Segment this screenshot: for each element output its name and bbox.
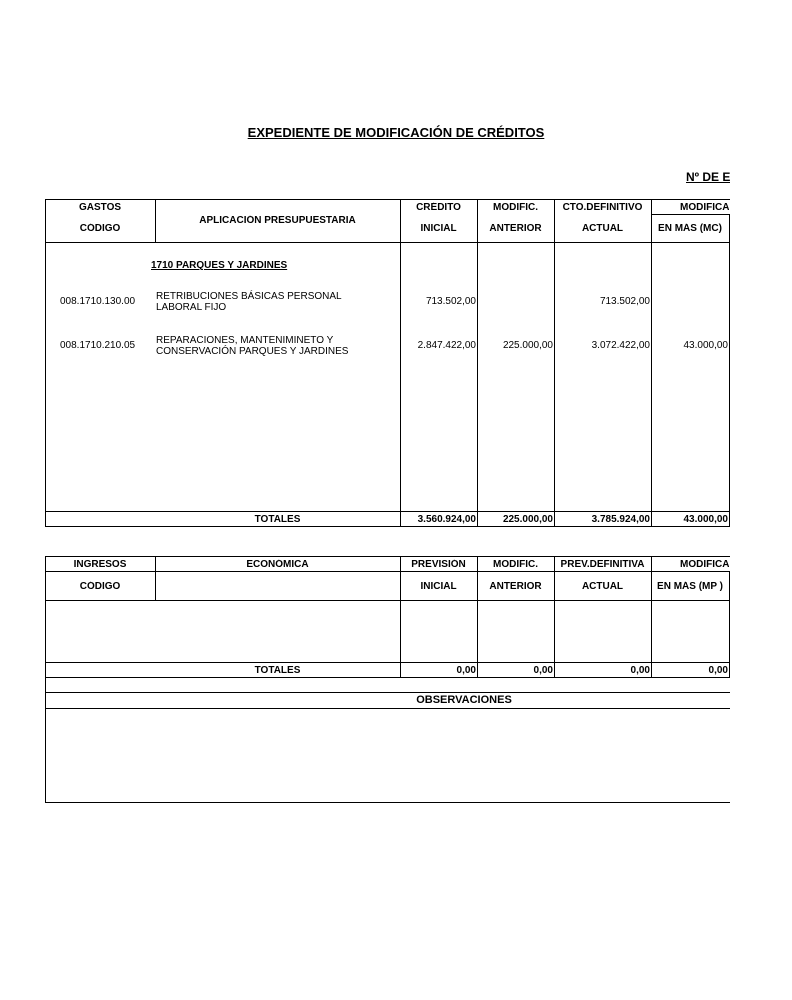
actual-header: ACTUAL xyxy=(581,223,624,234)
anterior-header: ANTERIOR xyxy=(489,581,542,592)
en-mas-mc-header: EN MÁS (MC) xyxy=(658,223,722,234)
en-mas-mp-header: EN MÁS (MP ) xyxy=(657,581,723,592)
observaciones-header: OBSERVACIONES xyxy=(416,694,512,706)
aplicacion-header: APLICACIÓN PRESUPUESTARIA xyxy=(199,215,356,226)
row-description-line1: REPARACIONES, MANTENIMINETO Y xyxy=(156,335,334,346)
row-description-line1: RETRIBUCIONES BÁSICAS PERSONAL xyxy=(156,291,342,302)
modific-header: MODIFIC. xyxy=(493,559,538,570)
totals-label: TOTALES xyxy=(254,514,301,525)
anterior-header: ANTERIOR xyxy=(489,223,542,234)
modifica-header: MODIFICA xyxy=(680,559,730,570)
actual-header: ACTUAL xyxy=(581,581,624,592)
document-title: EXPEDIENTE DE MODIFICACIÓN DE CRÉDITOS xyxy=(247,125,545,140)
totals-label: TOTALES xyxy=(254,665,301,676)
economica-header: ECONÓMICA xyxy=(246,559,309,570)
prevision-header: PREVISIÓN xyxy=(411,559,466,570)
row-en-mas: 43.000,00 xyxy=(683,340,728,351)
row-inicial: 2.847.422,00 xyxy=(417,340,476,351)
total-inicial: 0,00 xyxy=(456,665,476,676)
row-description-line2: LABORAL FIJO xyxy=(156,302,227,313)
ingresos-header: INGRESOS xyxy=(73,559,127,570)
row-inicial: 713.502,00 xyxy=(425,296,476,307)
modifica-header: MODIFICA xyxy=(680,202,730,213)
total-en-mas: 0,00 xyxy=(708,665,728,676)
total-anterior: 225.000,00 xyxy=(502,514,553,525)
row-codigo: 008.1710.130.00 xyxy=(60,296,136,307)
inicial-header: INICIAL xyxy=(420,223,457,234)
gastos-header: GASTOS xyxy=(78,202,122,213)
row-actual: 713.502,00 xyxy=(599,296,650,307)
row-codigo: 008.1710.210.05 xyxy=(60,340,136,351)
total-en-mas: 43.000,00 xyxy=(683,514,728,525)
codigo-header: CÓDIGO xyxy=(79,223,121,234)
prev-definitiva-header: PREV.DEFINITIVA xyxy=(560,559,645,570)
total-inicial: 3.560.924,00 xyxy=(417,514,476,525)
cto-definitivo-header: CTO.DEFINITIVO xyxy=(562,202,643,213)
credito-header: CRÉDITO xyxy=(416,202,461,213)
row-description-line2: CONSERVACIÓN PARQUES Y JARDINES xyxy=(156,346,349,357)
modific-header: MODIFIC. xyxy=(493,202,538,213)
total-actual: 3.785.924,00 xyxy=(591,514,650,525)
inicial-header: INICIAL xyxy=(420,581,457,592)
total-actual: 0,00 xyxy=(630,665,650,676)
row-actual: 3.072.422,00 xyxy=(591,340,650,351)
row-anterior: 225.000,00 xyxy=(502,340,553,351)
total-anterior: 0,00 xyxy=(533,665,553,676)
expediente-number-label: Nº DE E xyxy=(686,170,730,184)
section-label: 1710 PARQUES Y JARDINES xyxy=(151,260,288,271)
codigo-header: CÓDIGO xyxy=(79,581,121,592)
